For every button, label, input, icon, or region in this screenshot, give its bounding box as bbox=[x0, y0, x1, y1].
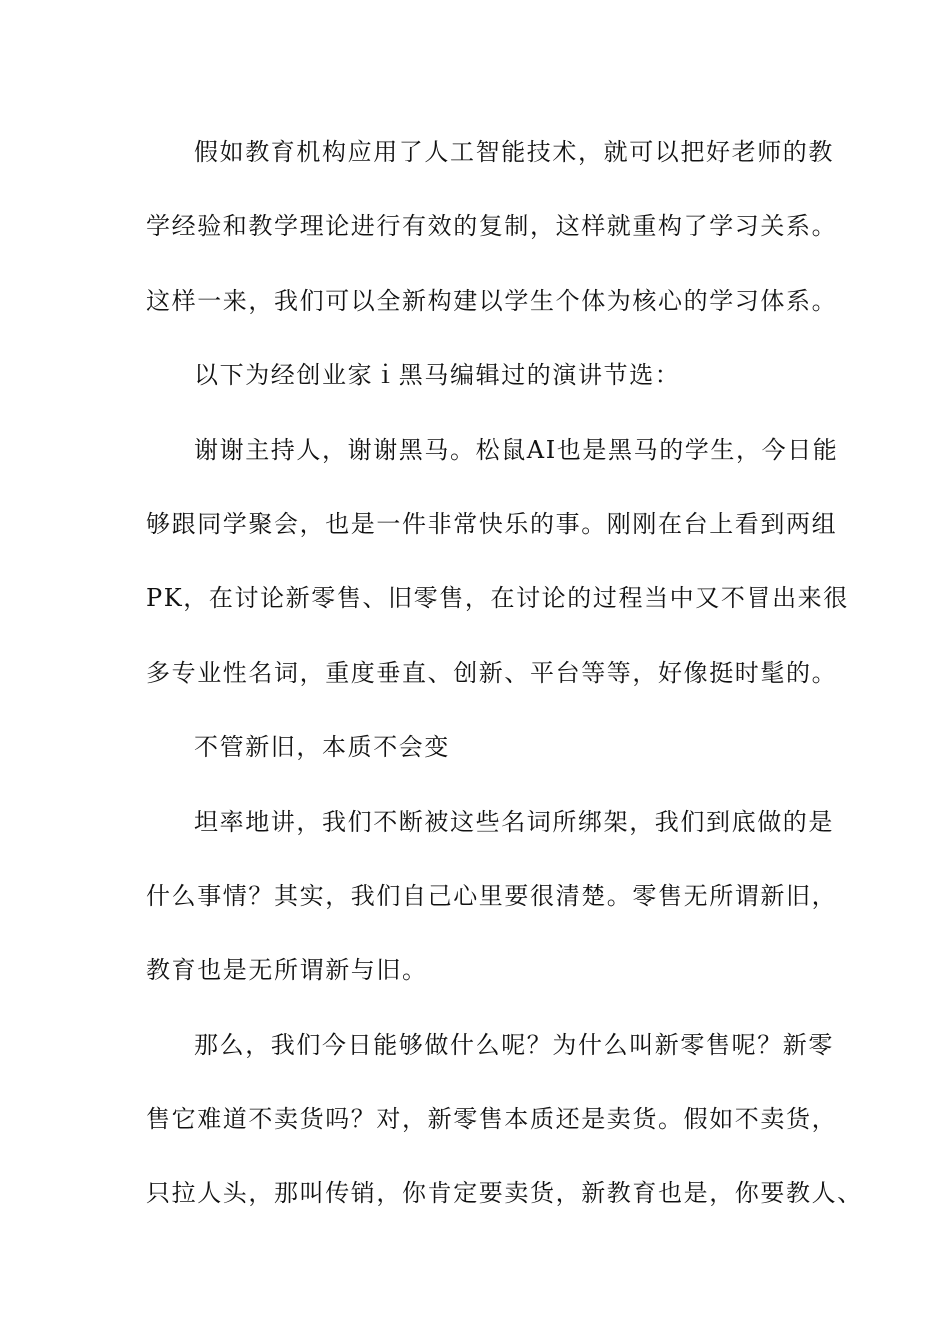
paragraph-line: 以下为经创业家ｉ黑马编辑过的演讲节选： bbox=[194, 361, 681, 390]
paragraph-line: 售它难道不卖货吗？对，新零售本质还是卖货。假如不卖货， bbox=[146, 1105, 838, 1134]
paragraph-line: 坦率地讲，我们不断被这些名词所绑架，我们到底做的是 bbox=[194, 807, 834, 836]
paragraph-line: 什么事情？其实，我们自己心里要很清楚。零售无所谓新旧， bbox=[146, 881, 838, 910]
paragraph-line: 谢谢主持人，谢谢黑马。松鼠AI也是黑马的学生，今日能 bbox=[194, 435, 839, 464]
paragraph-line: 只拉人头，那叫传销，你肯定要卖货，新教育也是，你要教人、 bbox=[146, 1179, 863, 1208]
paragraph-line: 这样一来，我们可以全新构建以学生个体为核心的学习体系。 bbox=[146, 286, 838, 315]
paragraph-line: 那么，我们今日能够做什么呢？为什么叫新零售呢？新零 bbox=[194, 1030, 834, 1059]
body-text bbox=[146, 128, 863, 1244]
paragraph-line: 假如教育机构应用了人工智能技术，就可以把好老师的教 bbox=[194, 138, 834, 166]
paragraph-line: 学经验和教学理论进行有效的复制，这样就重构了学习关系。 bbox=[146, 212, 838, 241]
paragraph-line: 多专业性名词，重度垂直、创新、平台等等，好像挺时髦的。 bbox=[146, 658, 838, 687]
paragraph-line: 教育也是无所谓新与旧。 bbox=[146, 956, 428, 985]
paragraph-line: 够跟同学聚会，也是一件非常快乐的事。刚刚在台上看到两组 bbox=[146, 509, 838, 538]
section-heading: 不管新旧，本质不会变 bbox=[194, 733, 450, 762]
paragraph-line: PK，在讨论新零售、旧零售，在讨论的过程当中又不冒出来很 bbox=[146, 584, 849, 613]
